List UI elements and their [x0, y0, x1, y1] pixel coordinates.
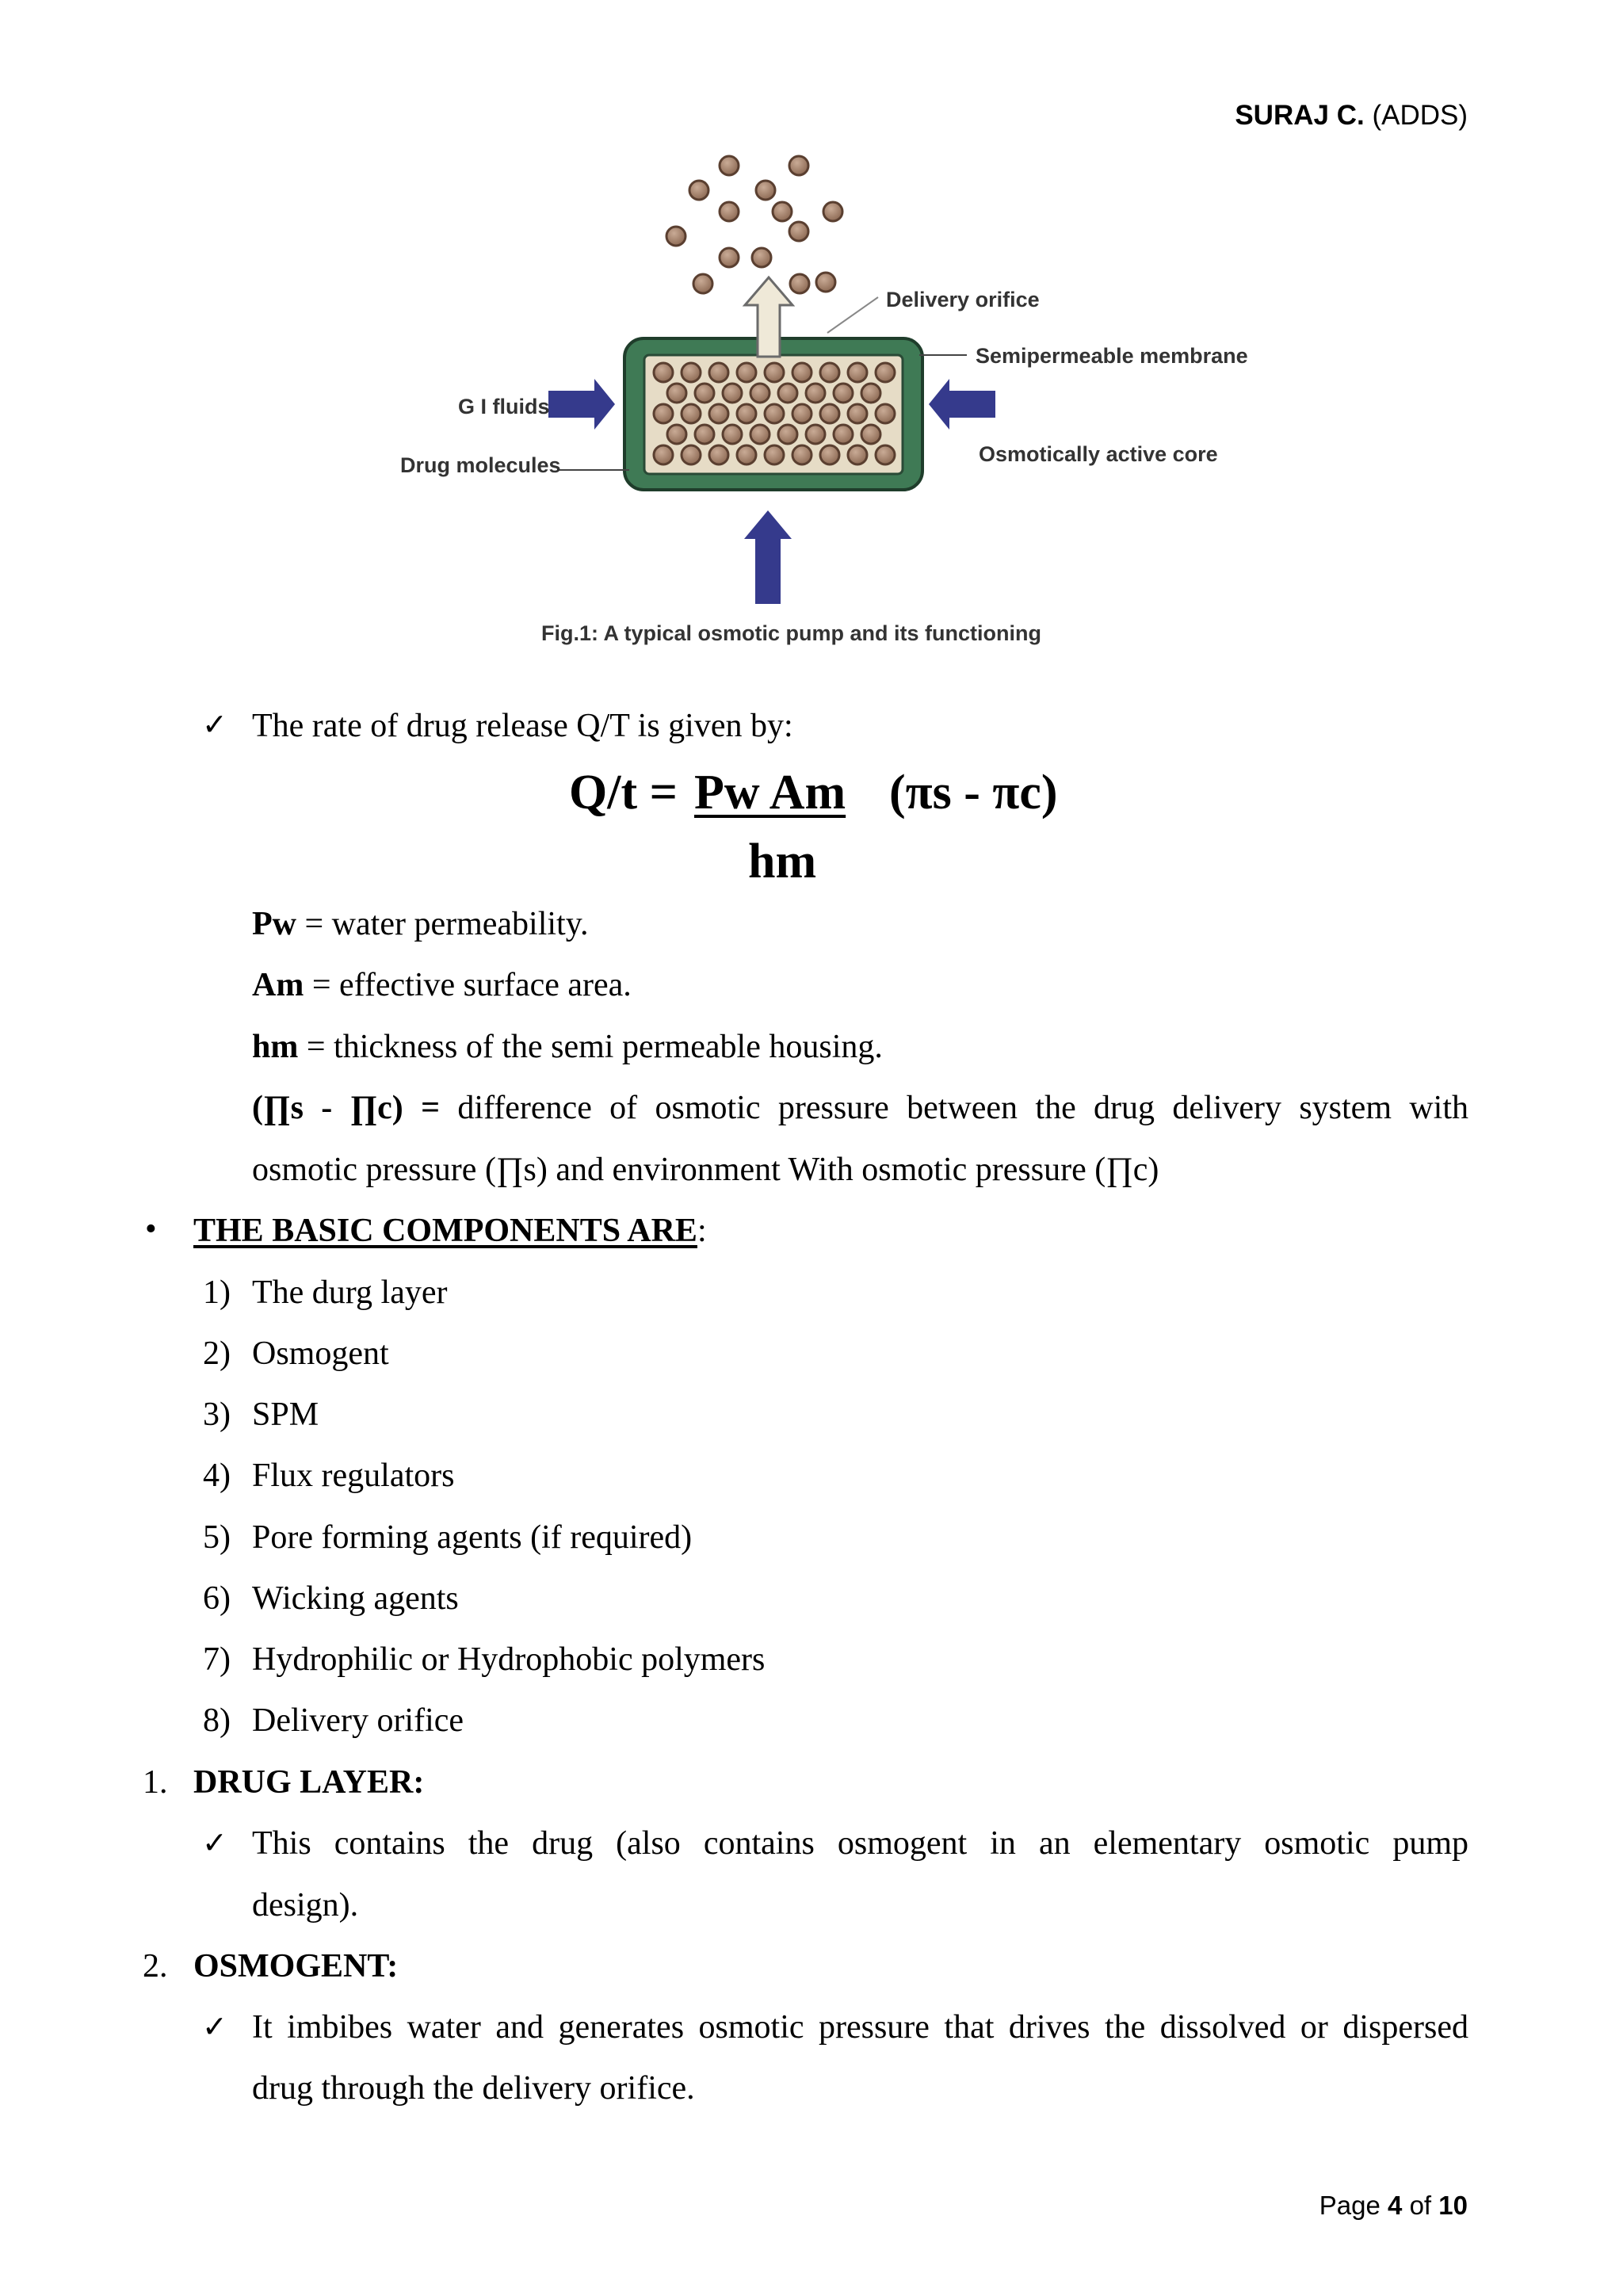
bullet-icon: • [145, 1211, 157, 1247]
components-heading [193, 1214, 707, 1247]
definition-text: = thickness of the semi permeable housing. [298, 1029, 883, 1065]
component-item: Delivery orifice [252, 1702, 464, 1739]
section-text-line: drug through the delivery orifice. [252, 2070, 695, 2107]
label-gi-fluids: G I fluids [458, 395, 550, 418]
delivery-orifice-leader [827, 297, 878, 333]
component-num: 1) [203, 1274, 231, 1311]
checkmark-icon: ✓ [202, 1825, 227, 1860]
osmotic-definition-line1 [252, 1091, 1468, 1125]
rate-intro: The rate of drug release Q/T is given by: [252, 708, 793, 744]
component-num: 6) [203, 1580, 231, 1617]
section-text-line: design). [252, 1887, 359, 1924]
formula-lhs: Q/t = [569, 766, 678, 819]
definition-pw [252, 907, 588, 941]
osmotic-text: difference of osmotic pressure between the drug delivery system with [457, 1090, 1469, 1126]
osmotic-definition-line2: osmotic pressure (∏s) and environment With osmotic pressure (∏c) [252, 1152, 1159, 1188]
definition-term: Am [252, 967, 304, 1003]
osmotic-term: (∏s - ∏c) = [252, 1090, 441, 1126]
formula-term: (πs - πc) [889, 766, 1058, 819]
section-text-line: This contains the drug (also contains osmogent in an elementary osmotic pump [252, 1825, 1468, 1862]
label-osmotically-active-core: Osmotically active core [979, 442, 1218, 466]
component-item: SPM [252, 1396, 319, 1433]
component-num: 4) [203, 1457, 231, 1494]
right-inflow-arrow-icon [929, 379, 995, 430]
osmotic-pump-figure [380, 143, 1260, 666]
footer-of-word: of [1409, 2191, 1432, 2220]
section-num: 1. [143, 1764, 168, 1801]
component-item: The durg layer [252, 1274, 448, 1311]
page-footer [1319, 2191, 1468, 2221]
formula-denominator: hm [748, 835, 817, 888]
section-title-osmogent: OSMOGENT: [193, 1948, 399, 1985]
section-text-line: It imbibes water and generates osmotic pressure that drives the dissolved or dispersed [252, 2009, 1468, 2046]
page-header [1235, 100, 1468, 132]
footer-page-number: 4 [1388, 2191, 1403, 2220]
component-num: 5) [203, 1519, 231, 1556]
definition-hm [252, 1030, 883, 1064]
formula-numerator: Pw Am [694, 766, 846, 819]
escaping-drug-particles [666, 156, 842, 293]
component-item: Flux regulators [252, 1457, 455, 1494]
component-item: Osmogent [252, 1335, 389, 1372]
component-item: Wicking agents [252, 1580, 459, 1617]
component-item: Hydrophilic or Hydrophobic polymers [252, 1641, 766, 1678]
label-drug-molecules: Drug molecules [400, 453, 561, 477]
component-item: Pore forming agents (if required) [252, 1519, 693, 1556]
header-author: SURAJ C. [1235, 100, 1365, 131]
footer-page-word: Page [1319, 2191, 1381, 2220]
figure-caption: Fig.1: A typical osmotic pump and its functioning [541, 621, 1042, 645]
label-semipermeable-membrane: Semipermeable membrane [976, 344, 1248, 368]
component-num: 8) [203, 1702, 231, 1739]
footer-page-total: 10 [1438, 2191, 1468, 2220]
checkmark-icon: ✓ [202, 2009, 227, 2044]
header-course: (ADDS) [1372, 100, 1468, 131]
components-heading-text: THE BASIC COMPONENTS ARE [193, 1213, 697, 1249]
definition-term: Pw [252, 906, 296, 942]
section-num: 2. [143, 1948, 168, 1985]
bottom-inflow-arrow-icon [744, 510, 792, 604]
checkmark-icon: ✓ [202, 707, 227, 742]
component-num: 7) [203, 1641, 231, 1678]
definition-text: = water permeability. [296, 906, 589, 942]
section-title-drug-layer: DRUG LAYER: [193, 1764, 425, 1801]
definition-text: = effective surface area. [304, 967, 632, 1003]
definition-am [252, 968, 632, 1002]
definition-term: hm [252, 1029, 299, 1065]
drug-molecules-in-core [654, 363, 895, 464]
left-inflow-arrow-icon [548, 379, 615, 430]
components-heading-colon: : [697, 1213, 707, 1249]
label-delivery-orifice: Delivery orifice [886, 288, 1040, 311]
component-num: 2) [203, 1335, 231, 1372]
component-num: 3) [203, 1396, 231, 1433]
